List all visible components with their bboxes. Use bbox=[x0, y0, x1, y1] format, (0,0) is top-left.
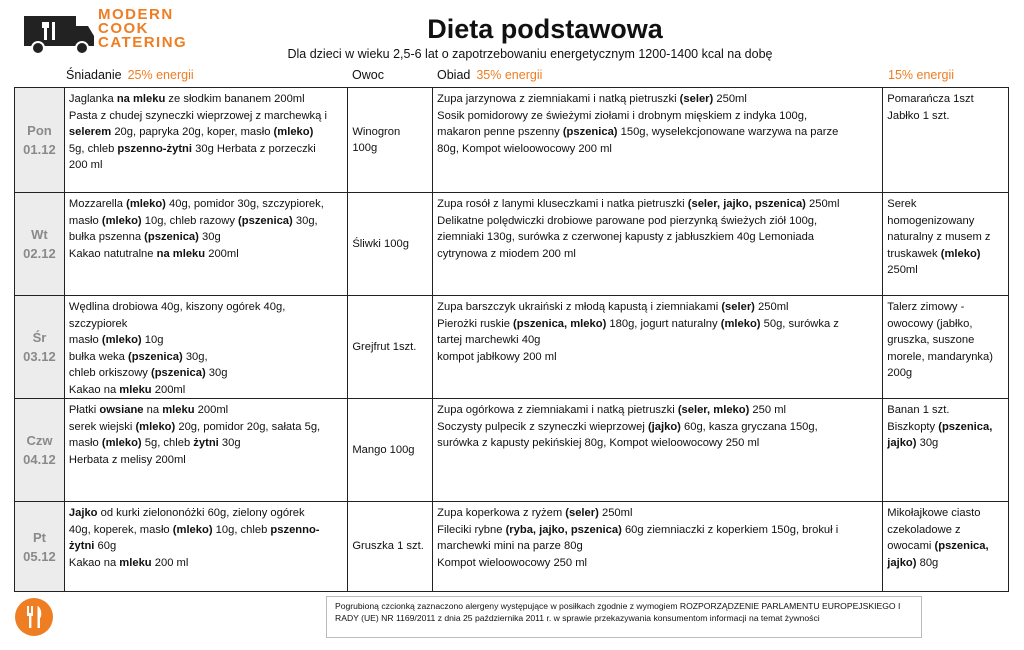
text-segment: Biszkopty bbox=[887, 420, 939, 433]
text-line bbox=[887, 246, 1004, 263]
text-line bbox=[887, 365, 1004, 382]
text-segment: Zupa barszczyk ukraiński z młodą kapustą i ziemniakami bbox=[437, 301, 722, 313]
fork-knife-icon bbox=[14, 597, 54, 637]
text-segment: owocowy (jabłko, bbox=[887, 317, 973, 330]
text-segment: serek wiejski bbox=[68, 420, 136, 433]
text-segment: marchewki mini na parze 80g bbox=[437, 540, 583, 552]
text-segment: 200 ml bbox=[151, 556, 189, 569]
column-header-breakfast bbox=[66, 68, 194, 82]
text-segment: 250ml bbox=[887, 264, 918, 276]
text-line bbox=[69, 349, 343, 366]
snack-cell bbox=[883, 502, 1008, 591]
text-segment: Kakao natutralne bbox=[68, 247, 157, 260]
breakfast-cell bbox=[65, 193, 348, 295]
text-segment: Serek bbox=[887, 198, 917, 210]
text-line bbox=[887, 505, 1004, 522]
allergen-text: (mleko) bbox=[273, 126, 314, 138]
allergen-text: (jajko) bbox=[647, 420, 681, 433]
text-segment: kompot jabłkowy 200 ml bbox=[437, 350, 557, 363]
allergen-text: żytni bbox=[68, 540, 95, 552]
text-line bbox=[69, 124, 343, 141]
text-line bbox=[69, 555, 343, 572]
text-segment: 200ml bbox=[151, 383, 186, 396]
text-segment: Banan 1 szt. bbox=[887, 404, 950, 416]
text-line bbox=[69, 365, 343, 382]
text-line bbox=[437, 419, 878, 436]
page-subtitle: Dla dzieci w wieku 2,5-6 lat o zapotrzebowaniu energetycznym 1200-1400 kcal na dobę bbox=[287, 47, 773, 61]
text-segment: bułka pszenna bbox=[68, 231, 145, 243]
text-segment: morele, mandarynka) bbox=[887, 350, 993, 363]
text-line bbox=[69, 419, 343, 436]
text-line bbox=[69, 402, 343, 419]
text-segment: 60g ziemniaczki z koperkiem 150g, brokuł i bbox=[621, 523, 839, 536]
day-date: 05.12 bbox=[23, 548, 56, 564]
allergen-text: żytni bbox=[193, 437, 219, 449]
snack-cell bbox=[883, 88, 1008, 192]
text-line bbox=[437, 108, 878, 125]
allergen-text: jajko) bbox=[887, 437, 917, 449]
text-line bbox=[69, 382, 343, 399]
text-segment: Jabłko 1 szt. bbox=[887, 109, 950, 122]
allergen-text: (mleko) bbox=[101, 437, 142, 449]
day-cell bbox=[15, 193, 65, 295]
text-segment: 30g Herbata z porzeczki bbox=[192, 142, 316, 155]
text-line bbox=[69, 108, 343, 125]
allergen-text: (seler, jajko, pszenica) bbox=[687, 198, 806, 210]
text-line bbox=[887, 332, 1004, 349]
fruit-cell bbox=[348, 502, 433, 591]
allergen-text: (seler) bbox=[679, 93, 714, 105]
text-segment: 5g, chleb bbox=[68, 142, 118, 155]
fruit-text: Grejfrut 1szt. bbox=[352, 340, 417, 353]
text-line bbox=[437, 402, 878, 419]
text-line bbox=[69, 522, 343, 539]
text-segment: Herbata z melisy 200ml bbox=[68, 453, 186, 466]
text-segment: Płatki bbox=[68, 404, 100, 416]
column-header-fruit bbox=[352, 68, 384, 82]
text-segment: 250ml bbox=[754, 301, 789, 313]
text-segment: Pasta z chudej szyneczki wieprzowej z marchewką i bbox=[68, 109, 327, 122]
text-segment: Pierożki ruskie bbox=[437, 317, 514, 330]
brand-line: MODERN bbox=[98, 6, 174, 23]
text-line bbox=[437, 538, 878, 555]
energy-label: 15% energii bbox=[888, 68, 955, 82]
text-segment: homogenizowany bbox=[887, 214, 975, 227]
text-line bbox=[437, 91, 878, 108]
text-line bbox=[69, 229, 343, 246]
allergen-text: (seler) bbox=[565, 507, 599, 519]
allergen-text: (pszenica, bbox=[938, 420, 993, 433]
text-line bbox=[887, 91, 1004, 108]
text-segment: 200 ml bbox=[68, 159, 103, 171]
energy-label: 35% energii bbox=[476, 68, 543, 82]
brand-line: CATERING bbox=[98, 34, 188, 51]
snack-cell bbox=[883, 296, 1008, 398]
text-line bbox=[887, 229, 1004, 246]
text-line bbox=[69, 505, 343, 522]
text-segment: Kakao na bbox=[68, 383, 120, 396]
text-segment: Delikatne polędwiczki drobiowe parowane pod pierzynką świeżych ziół 100g, bbox=[437, 214, 818, 227]
text-segment: owocami bbox=[887, 540, 935, 552]
text-line bbox=[887, 538, 1004, 555]
day-date: 01.12 bbox=[23, 142, 56, 157]
text-segment: 250 ml bbox=[749, 404, 787, 416]
text-segment: cytrynowa z miodem 200 ml bbox=[437, 247, 576, 260]
text-line bbox=[437, 505, 878, 522]
allergen-text: (mleko) bbox=[720, 317, 761, 330]
food-truck-icon bbox=[24, 14, 94, 56]
text-segment: 60g, kasza gryczana 150g, bbox=[680, 420, 818, 433]
text-line bbox=[437, 316, 878, 333]
day-date: 03.12 bbox=[23, 349, 56, 364]
text-line bbox=[887, 555, 1004, 572]
text-segment: na bbox=[143, 404, 163, 416]
text-segment: Zupa jarzynowa z ziemniakami i natką pietruszki bbox=[437, 93, 680, 105]
allergen-text: (mleko) bbox=[101, 334, 142, 346]
energy-label: 25% energii bbox=[127, 68, 194, 82]
text-segment: Kakao na bbox=[68, 556, 120, 569]
brand-name bbox=[98, 8, 187, 50]
day-row bbox=[14, 192, 1009, 295]
allergen-text: selerem bbox=[68, 126, 112, 138]
text-segment: Mikołajkowe ciasto bbox=[887, 507, 981, 519]
text-segment: truskawek bbox=[887, 247, 941, 260]
brand-line: COOK bbox=[98, 20, 149, 37]
text-line bbox=[69, 435, 343, 452]
fruit-text: Winogron 100g bbox=[352, 125, 401, 154]
allergen-text: (seler) bbox=[721, 301, 755, 313]
text-segment: Mozzarella bbox=[68, 198, 127, 210]
breakfast-cell bbox=[65, 296, 348, 398]
allergen-text: mleku bbox=[162, 404, 195, 416]
day-date: 04.12 bbox=[23, 452, 56, 467]
text-segment: 40g, pomidor 30g, szczypiorek, bbox=[165, 198, 324, 210]
allergen-text: mleku bbox=[119, 383, 152, 396]
allergen-text: (pszenica, mleko) bbox=[513, 317, 607, 330]
lunch-cell bbox=[433, 193, 883, 295]
text-line bbox=[69, 316, 343, 333]
text-line bbox=[887, 522, 1004, 539]
allergen-text: (mleko) bbox=[940, 247, 981, 260]
allergen-text: (mleko) bbox=[126, 198, 166, 210]
day-name: Śr bbox=[32, 330, 47, 345]
text-segment: ze słodkim bananem 200ml bbox=[165, 93, 305, 105]
allergen-text: mleku bbox=[119, 556, 152, 569]
text-segment: 200ml bbox=[194, 404, 229, 416]
fruit-text: Śliwki 100g bbox=[352, 237, 409, 250]
allergen-text: (ryba, jajko, pszenica) bbox=[505, 523, 622, 536]
text-line bbox=[887, 316, 1004, 333]
day-cell bbox=[15, 502, 65, 591]
text-line bbox=[69, 213, 343, 230]
fruit-text: Gruszka 1 szt. bbox=[352, 540, 424, 553]
day-name: Czw bbox=[26, 433, 53, 448]
text-segment: naturalny z musem z bbox=[887, 231, 991, 243]
text-line bbox=[69, 91, 343, 108]
column-header-snack bbox=[882, 68, 954, 82]
text-segment: Zupa rosół z lanymi kluseczkami i natka pietruszki bbox=[437, 198, 688, 210]
text-segment: od kurki zielononóżki 60g, zielony ogórek bbox=[97, 507, 305, 519]
text-line bbox=[887, 419, 1004, 436]
allergen-text: (mleko) bbox=[172, 523, 213, 536]
text-line bbox=[69, 246, 343, 263]
allergen-text: (pszenica) bbox=[144, 231, 199, 243]
text-segment: 150g, wyselekcjonowane warzywa na parze bbox=[617, 126, 839, 138]
day-cell bbox=[15, 399, 65, 501]
day-row bbox=[14, 87, 1009, 192]
text-line bbox=[437, 141, 878, 158]
text-line bbox=[69, 452, 343, 469]
text-line bbox=[887, 213, 1004, 230]
allergen-note: Pogrubioną czcionką zaznaczono alergeny występujące w posiłkach zgodnie z wymogiem ROZPORZĄDZENIE PARLAMENTU EUROPEJSKIEGO I RADY (UE) NR 1169/2011 z dnia 25 października 2011 r. w sprawie przekazywania konsumentom informacji na temat żywności bbox=[326, 596, 922, 638]
text-line bbox=[437, 229, 878, 246]
text-segment: 200ml bbox=[205, 247, 239, 260]
fruit-text: Mango 100g bbox=[352, 443, 415, 456]
fruit-cell bbox=[348, 399, 433, 501]
breakfast-cell bbox=[65, 399, 348, 501]
text-line bbox=[437, 555, 878, 572]
fruit-cell bbox=[348, 193, 433, 295]
day-cell bbox=[15, 88, 65, 192]
text-line bbox=[69, 332, 343, 349]
text-segment: 80g, Kompot wieloowocowy 200 ml bbox=[437, 142, 612, 155]
text-segment: makaron penne pszenny bbox=[437, 126, 563, 138]
allergen-text: (pszenica) bbox=[238, 214, 293, 227]
text-line bbox=[437, 213, 878, 230]
text-segment: 30g bbox=[218, 437, 241, 449]
text-segment: Sosik pomidorowy ze świeżymi ziołami i drobnym mięskiem z indyka 100g, bbox=[437, 109, 808, 122]
text-segment: 180g, jogurt naturalny bbox=[606, 317, 721, 330]
allergen-text: (pszenica) bbox=[128, 350, 183, 363]
text-line bbox=[437, 246, 878, 263]
fruit-cell bbox=[348, 296, 433, 398]
text-line bbox=[437, 435, 878, 452]
allergen-text: pszenno- bbox=[270, 523, 320, 536]
allergen-text: (pszenica) bbox=[562, 126, 618, 138]
day-name: Pon bbox=[27, 123, 52, 138]
text-segment: masło bbox=[68, 334, 102, 346]
snack-cell bbox=[883, 399, 1008, 501]
text-line bbox=[887, 435, 1004, 452]
text-line bbox=[437, 124, 878, 141]
text-line bbox=[69, 299, 343, 316]
text-segment: 5g, chleb bbox=[141, 437, 194, 449]
allergen-text: owsiane bbox=[99, 404, 144, 416]
text-segment: czekoladowe z bbox=[887, 523, 961, 536]
breakfast-cell bbox=[65, 502, 348, 591]
allergen-text: (seler, mleko) bbox=[677, 404, 750, 416]
text-segment: Fileciki rybne bbox=[437, 523, 506, 536]
text-segment: ziemniaki 130g, surówka z czerwonej kapusty z jabłuszkiem 40g Lemoniada bbox=[437, 231, 815, 243]
text-segment: 30g bbox=[916, 437, 939, 449]
fruit-cell bbox=[348, 88, 433, 192]
text-segment: 20g, papryka 20g, koper, masło bbox=[111, 126, 274, 138]
day-row bbox=[14, 398, 1009, 501]
text-segment: 30g bbox=[205, 367, 228, 379]
day-cell bbox=[15, 296, 65, 398]
text-line bbox=[887, 108, 1004, 125]
allergen-text: (mleko) bbox=[101, 214, 142, 227]
text-segment: Zupa koperkowa z ryżem bbox=[437, 507, 566, 519]
text-line bbox=[69, 538, 343, 555]
text-line bbox=[887, 349, 1004, 366]
lunch-cell bbox=[433, 88, 883, 192]
text-line bbox=[69, 157, 343, 174]
text-segment: 20g, pomidor 20g, sałata 5g, bbox=[175, 420, 321, 433]
text-line bbox=[887, 402, 1004, 419]
text-segment: tartej marchewki 40g bbox=[437, 334, 541, 346]
text-line bbox=[437, 522, 878, 539]
day-date: 02.12 bbox=[23, 246, 56, 261]
text-segment: 30g, bbox=[182, 350, 208, 363]
snack-cell bbox=[883, 193, 1008, 295]
text-segment: 250ml bbox=[598, 507, 633, 519]
text-segment: 50g, surówka z bbox=[760, 317, 839, 330]
text-segment: Zupa ogórkowa z ziemniakami i natką pietruszki bbox=[437, 404, 678, 416]
text-segment: 250ml bbox=[805, 198, 840, 210]
text-line bbox=[437, 349, 878, 366]
column-label: Owoc bbox=[352, 68, 384, 82]
allergen-text: pszenno-żytni bbox=[117, 142, 193, 155]
text-segment: Kompot wieloowocowy 250 ml bbox=[437, 556, 588, 569]
text-line bbox=[887, 262, 1004, 279]
text-segment: Jaglanka bbox=[68, 93, 117, 105]
allergen-text: (pszenica, bbox=[934, 540, 989, 552]
text-segment: chleb orkiszowy bbox=[68, 367, 151, 379]
text-segment: surówka z kapusty pekińskiej 80g, Kompot wieloowocowy 250 ml bbox=[437, 437, 760, 449]
text-segment: Talerz zimowy - bbox=[887, 301, 965, 313]
page-title: Dieta podstawowa bbox=[427, 14, 663, 44]
day-row bbox=[14, 501, 1009, 592]
text-segment: 30g bbox=[198, 231, 221, 243]
company-logo bbox=[24, 8, 224, 56]
allergen-text: na mleku bbox=[116, 93, 166, 105]
allergen-text: (mleko) bbox=[135, 420, 176, 433]
text-segment: 10g, chleb razowy bbox=[141, 214, 239, 227]
lunch-cell bbox=[433, 296, 883, 398]
day-name: Pt bbox=[32, 529, 46, 545]
allergen-text: na mleku bbox=[156, 247, 206, 260]
day-name: Wt bbox=[31, 227, 48, 242]
text-segment: Wędlina drobiowa 40g, kiszony ogórek 40g, bbox=[68, 301, 286, 313]
text-segment: 10g, chleb bbox=[212, 523, 271, 536]
text-segment: 250ml bbox=[713, 93, 747, 105]
allergen-text: jajko) bbox=[887, 556, 917, 569]
text-line bbox=[887, 196, 1004, 213]
text-line bbox=[69, 196, 343, 213]
column-header-lunch bbox=[437, 68, 542, 82]
text-segment: gruszka, suszone bbox=[887, 334, 975, 346]
text-line bbox=[437, 299, 878, 316]
text-segment: szczypiorek bbox=[68, 317, 128, 330]
text-segment: Soczysty pulpecik z szyneczki wieprzowej bbox=[437, 420, 648, 433]
text-line bbox=[887, 299, 1004, 316]
text-segment: 30g, bbox=[292, 214, 318, 227]
day-row bbox=[14, 295, 1009, 398]
text-segment: masło bbox=[68, 437, 102, 449]
text-segment: bułka weka bbox=[68, 350, 128, 363]
text-segment: 60g bbox=[94, 540, 117, 552]
column-label: Śniadanie bbox=[66, 68, 122, 82]
text-segment: 40g, koperek, masło bbox=[68, 523, 173, 536]
menu-table bbox=[14, 87, 1009, 592]
lunch-cell bbox=[433, 399, 883, 501]
text-segment: 10g bbox=[141, 334, 164, 346]
text-segment: 200g bbox=[887, 367, 913, 379]
text-line bbox=[69, 141, 343, 158]
text-segment: 80g bbox=[916, 556, 939, 569]
allergen-text: Jajko bbox=[68, 507, 98, 519]
text-segment: masło bbox=[68, 214, 102, 227]
lunch-cell bbox=[433, 502, 883, 591]
text-line bbox=[437, 196, 878, 213]
breakfast-cell bbox=[65, 88, 348, 192]
allergen-text: (pszenica) bbox=[150, 367, 206, 379]
text-segment: Pomarańcza 1szt bbox=[887, 93, 974, 105]
column-label: Obiad bbox=[437, 68, 471, 82]
text-line bbox=[437, 332, 878, 349]
